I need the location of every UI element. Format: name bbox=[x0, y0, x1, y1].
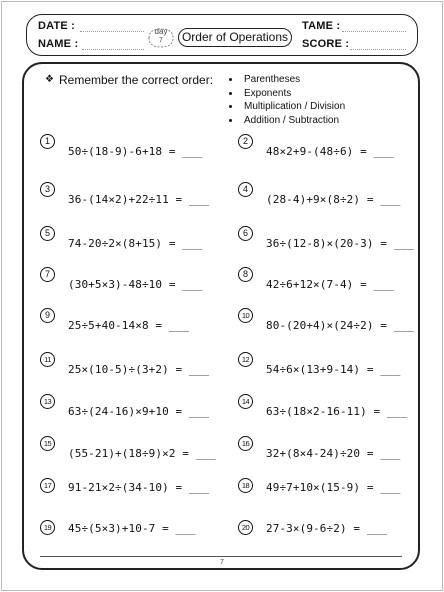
problem-item bbox=[238, 394, 438, 420]
tame-label: TAME : bbox=[302, 20, 341, 32]
problem-number: 8 bbox=[238, 267, 253, 282]
problem-item bbox=[40, 394, 240, 420]
worksheet-title: Order of Operations bbox=[178, 28, 292, 47]
problem-number: 10 bbox=[238, 308, 253, 323]
footer-divider bbox=[40, 556, 402, 557]
problem-item bbox=[40, 520, 240, 546]
problem-item bbox=[40, 226, 240, 252]
problem-number: 18 bbox=[238, 478, 253, 493]
date-label: DATE : bbox=[38, 20, 76, 32]
problem-item bbox=[40, 478, 240, 504]
problem-item bbox=[40, 352, 240, 378]
problem-expression[interactable]: 45÷(5×3)+10-7 = ___ bbox=[68, 522, 196, 535]
problem-number: 16 bbox=[238, 436, 253, 451]
problem-number: 1 bbox=[40, 134, 55, 149]
problem-expression[interactable]: 32+(8×4-24)÷20 = ___ bbox=[266, 447, 401, 460]
problem-item bbox=[238, 520, 438, 546]
page-number: 7 bbox=[220, 559, 224, 566]
problem-number: 5 bbox=[40, 226, 55, 241]
problem-expression[interactable]: 74-20÷2×(8+15) = ___ bbox=[68, 237, 203, 250]
problem-expression[interactable]: 50÷(18-9)-6+18 = ___ bbox=[68, 145, 203, 158]
problem-item bbox=[40, 182, 240, 208]
problem-expression[interactable]: 36-(14×2)+22÷11 = ___ bbox=[68, 193, 210, 206]
problem-number: 14 bbox=[238, 394, 253, 409]
problem-expression[interactable]: (55-21)+(18÷9)×2 = ___ bbox=[68, 447, 216, 460]
problem-number: 3 bbox=[40, 182, 55, 197]
problem-expression[interactable]: 80-(20+4)×(24÷2) = ___ bbox=[266, 319, 414, 332]
problem-item bbox=[238, 226, 438, 252]
problem-expression[interactable]: 42÷6+12×(7-4) = ___ bbox=[266, 278, 394, 291]
name-label: NAME : bbox=[38, 38, 79, 50]
rule-item: Multiplication / Division bbox=[228, 101, 345, 115]
problem-item bbox=[238, 267, 438, 293]
score-label: SCORE : bbox=[302, 38, 350, 50]
problem-number: 4 bbox=[238, 182, 253, 197]
problem-number: 19 bbox=[40, 520, 55, 535]
day-number: 7 bbox=[159, 37, 163, 44]
problem-item bbox=[238, 134, 438, 160]
problem-number: 13 bbox=[40, 394, 55, 409]
problem-number: 9 bbox=[40, 308, 55, 323]
problem-item bbox=[40, 436, 240, 462]
problem-item bbox=[238, 478, 438, 504]
problem-number: 15 bbox=[40, 436, 55, 451]
problem-item bbox=[238, 436, 438, 462]
problem-expression[interactable]: 63÷(18×2-16-11) = ___ bbox=[266, 405, 408, 418]
problem-expression[interactable]: 63÷(24-16)×9+10 = ___ bbox=[68, 405, 210, 418]
problem-item bbox=[40, 267, 240, 293]
problem-expression[interactable]: (30+5×3)-48÷10 = ___ bbox=[68, 278, 203, 291]
problem-expression[interactable]: 27-3×(9-6÷2) = ___ bbox=[266, 522, 388, 535]
problem-expression[interactable]: 25÷5+40-14×8 = ___ bbox=[68, 319, 190, 332]
rule-item: Parentheses bbox=[228, 74, 345, 88]
star-bullet-icon: ❖ bbox=[45, 74, 54, 85]
problem-number: 17 bbox=[40, 478, 55, 493]
problem-item bbox=[40, 134, 240, 160]
problem-number: 11 bbox=[40, 352, 55, 367]
problem-expression[interactable]: 91-21×2÷(34-10) = ___ bbox=[68, 481, 210, 494]
rule-item: Addition / Subtraction bbox=[228, 115, 345, 129]
problem-item bbox=[238, 308, 438, 334]
problem-number: 12 bbox=[238, 352, 253, 367]
problem-item bbox=[238, 352, 438, 378]
problem-expression[interactable]: 54÷6×(13+9-14) = ___ bbox=[266, 363, 401, 376]
problem-number: 6 bbox=[238, 226, 253, 241]
rule-item: Exponents bbox=[228, 88, 345, 102]
problem-item bbox=[40, 308, 240, 334]
problem-number: 20 bbox=[238, 520, 253, 535]
problem-number: 2 bbox=[238, 134, 253, 149]
problem-item bbox=[238, 182, 438, 208]
problem-expression[interactable]: (28-4)+9×(8÷2) = ___ bbox=[266, 193, 401, 206]
problem-number: 7 bbox=[40, 267, 55, 282]
rules-heading: Remember the correct order: bbox=[59, 73, 214, 87]
problem-expression[interactable]: 25×(10-5)÷(3+2) = ___ bbox=[68, 363, 210, 376]
problem-expression[interactable]: 36÷(12-8)×(20-3) = ___ bbox=[266, 237, 414, 250]
problem-expression[interactable]: 49÷7+10×(15-9) = ___ bbox=[266, 481, 401, 494]
problem-expression[interactable]: 48×2+9-(48÷6) = ___ bbox=[266, 145, 394, 158]
day-label: day bbox=[154, 27, 168, 36]
